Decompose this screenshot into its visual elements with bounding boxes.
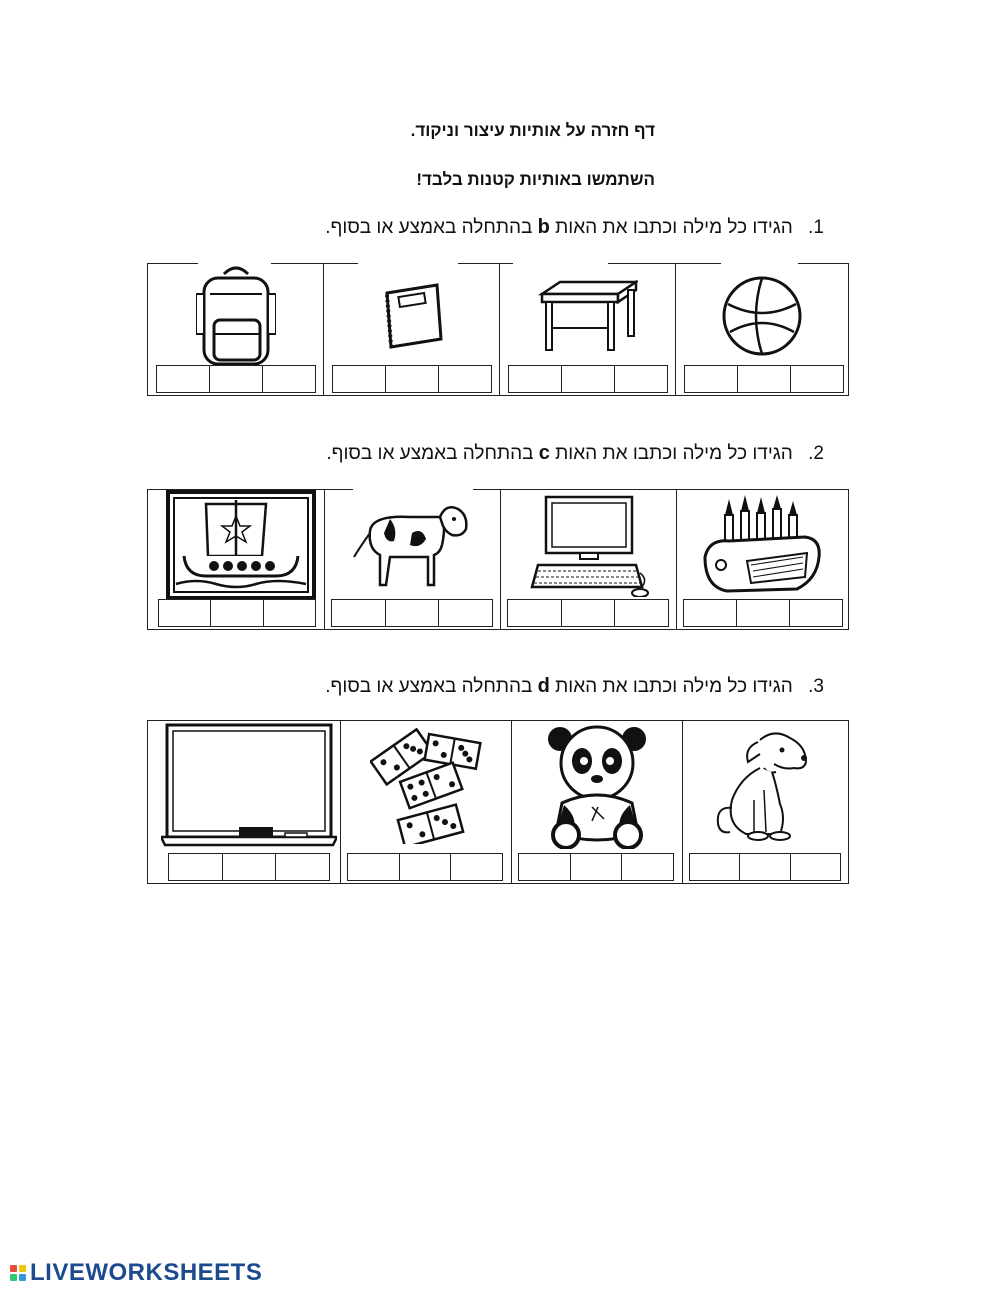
answer-box-3[interactable] xyxy=(614,366,667,392)
answer-box-1[interactable] xyxy=(169,854,222,880)
picture-cell-ball xyxy=(675,264,847,395)
liveworksheets-logo[interactable] xyxy=(10,1259,262,1287)
exercise-3-grid xyxy=(147,720,849,884)
answer-box-1[interactable] xyxy=(519,854,570,880)
answer-row xyxy=(683,599,843,627)
answer-box-3[interactable] xyxy=(438,600,492,626)
answer-box-2[interactable] xyxy=(737,366,790,392)
answer-box-3[interactable] xyxy=(790,366,843,392)
answer-box-3[interactable] xyxy=(621,854,673,880)
target-letter: b xyxy=(537,216,550,238)
answer-box-3[interactable] xyxy=(790,854,840,880)
answer-box-2[interactable] xyxy=(561,366,614,392)
pencil-case-icon xyxy=(699,495,825,595)
answer-row xyxy=(158,599,316,627)
answer-box-2[interactable] xyxy=(222,854,276,880)
ball-icon xyxy=(720,274,804,358)
answer-row xyxy=(684,365,844,393)
answer-box-1[interactable] xyxy=(348,854,399,880)
answer-row xyxy=(508,365,668,393)
instruction-text: הגידו כל מילה וכתבו את האות xyxy=(555,676,793,697)
instruction-1 xyxy=(325,216,824,239)
logo-square xyxy=(19,1265,26,1272)
picture-cell-panda xyxy=(511,721,682,883)
answer-row xyxy=(168,853,330,881)
answer-box-2[interactable] xyxy=(399,854,451,880)
answer-box-3[interactable] xyxy=(263,600,315,626)
answer-box-1[interactable] xyxy=(332,600,385,626)
dog-icon xyxy=(710,728,820,844)
instruction-number: 3. xyxy=(808,676,824,697)
picture-cell-dog xyxy=(682,721,847,883)
blackboard-picture xyxy=(158,721,340,851)
answer-box-2[interactable] xyxy=(739,854,789,880)
answer-box-2[interactable] xyxy=(210,600,262,626)
instruction-number: 1. xyxy=(808,217,824,238)
backpack-icon xyxy=(196,264,276,368)
instruction-number: 2. xyxy=(808,443,824,464)
table-picture xyxy=(500,264,675,368)
table-icon xyxy=(538,280,638,352)
answer-box-3[interactable] xyxy=(275,854,329,880)
instruction-text: הגידו כל מילה וכתבו את האות xyxy=(555,217,793,238)
picture-cell-ship xyxy=(158,490,324,629)
picture-cell-book xyxy=(323,264,499,395)
answer-box-2[interactable] xyxy=(570,854,622,880)
ball-picture xyxy=(676,264,847,368)
target-letter: c xyxy=(538,442,550,464)
instruction-3 xyxy=(325,675,824,698)
instruction-text-end: בהתחלה באמצע או בסוף. xyxy=(325,676,533,697)
picture-cell-cow xyxy=(324,490,500,629)
answer-box-2[interactable] xyxy=(736,600,789,626)
logo-square xyxy=(10,1265,17,1272)
exercise-2-grid xyxy=(147,489,849,630)
book-picture xyxy=(324,264,499,368)
logo-text: LIVEWORKSHEETS xyxy=(30,1259,263,1286)
answer-box-1[interactable] xyxy=(508,600,561,626)
picture-cell-table xyxy=(499,264,675,395)
book-icon xyxy=(377,281,447,351)
answer-box-3[interactable] xyxy=(262,366,315,392)
ship-icon xyxy=(166,490,316,600)
picture-cell-pencil-case xyxy=(676,490,847,629)
answer-box-3[interactable] xyxy=(789,600,842,626)
instruction-text-end: בהתחלה באמצע או בסוף. xyxy=(326,443,534,464)
computer-icon xyxy=(524,493,654,597)
answer-box-1[interactable] xyxy=(157,366,209,392)
answer-row xyxy=(332,365,492,393)
picture-cell-computer xyxy=(500,490,676,629)
answer-box-1[interactable] xyxy=(333,366,385,392)
panda-icon xyxy=(542,723,652,849)
backpack-picture xyxy=(148,264,323,368)
page-subtitle: השתמשו באותיות קטנות בלבד! xyxy=(416,170,655,189)
answer-box-3[interactable] xyxy=(438,366,491,392)
answer-box-1[interactable] xyxy=(159,600,210,626)
instruction-text: הגידו כל מילה וכתבו את האות xyxy=(555,443,793,464)
dog-picture xyxy=(683,721,847,851)
logo-square xyxy=(19,1274,26,1281)
target-letter: d xyxy=(537,675,550,697)
answer-row xyxy=(331,599,493,627)
answer-box-1[interactable] xyxy=(690,854,739,880)
dominoes-icon xyxy=(370,728,482,844)
answer-box-1[interactable] xyxy=(509,366,561,392)
answer-row xyxy=(156,365,316,393)
answer-box-2[interactable] xyxy=(561,600,615,626)
answer-box-1[interactable] xyxy=(684,600,736,626)
answer-row xyxy=(347,853,503,881)
answer-box-3[interactable] xyxy=(614,600,668,626)
instruction-text-end: בהתחלה באמצע או בסוף. xyxy=(325,217,533,238)
answer-box-1[interactable] xyxy=(685,366,737,392)
computer-picture xyxy=(501,490,676,600)
answer-box-2[interactable] xyxy=(385,366,438,392)
picture-cell-blackboard xyxy=(158,721,340,883)
page-title: דף חזרה על אותיות עיצור וניקוד. xyxy=(410,121,655,140)
logo-mark-icon xyxy=(10,1265,26,1281)
picture-cell-dominoes xyxy=(340,721,511,883)
blackboard-icon xyxy=(161,723,337,849)
answer-box-2[interactable] xyxy=(209,366,262,392)
cow-picture xyxy=(325,490,500,600)
dominoes-picture xyxy=(341,721,511,851)
answer-row xyxy=(689,853,841,881)
logo-square xyxy=(10,1274,17,1281)
cow-icon xyxy=(350,497,476,593)
instruction-2 xyxy=(326,442,824,465)
picture-cell-backpack xyxy=(148,264,323,395)
answer-row xyxy=(518,853,674,881)
answer-row xyxy=(507,599,669,627)
pencil-case-picture xyxy=(677,490,847,600)
exercise-1-grid xyxy=(147,263,849,396)
panda-picture xyxy=(512,721,682,851)
answer-box-2[interactable] xyxy=(385,600,439,626)
ship-picture xyxy=(158,490,324,600)
answer-box-3[interactable] xyxy=(450,854,502,880)
